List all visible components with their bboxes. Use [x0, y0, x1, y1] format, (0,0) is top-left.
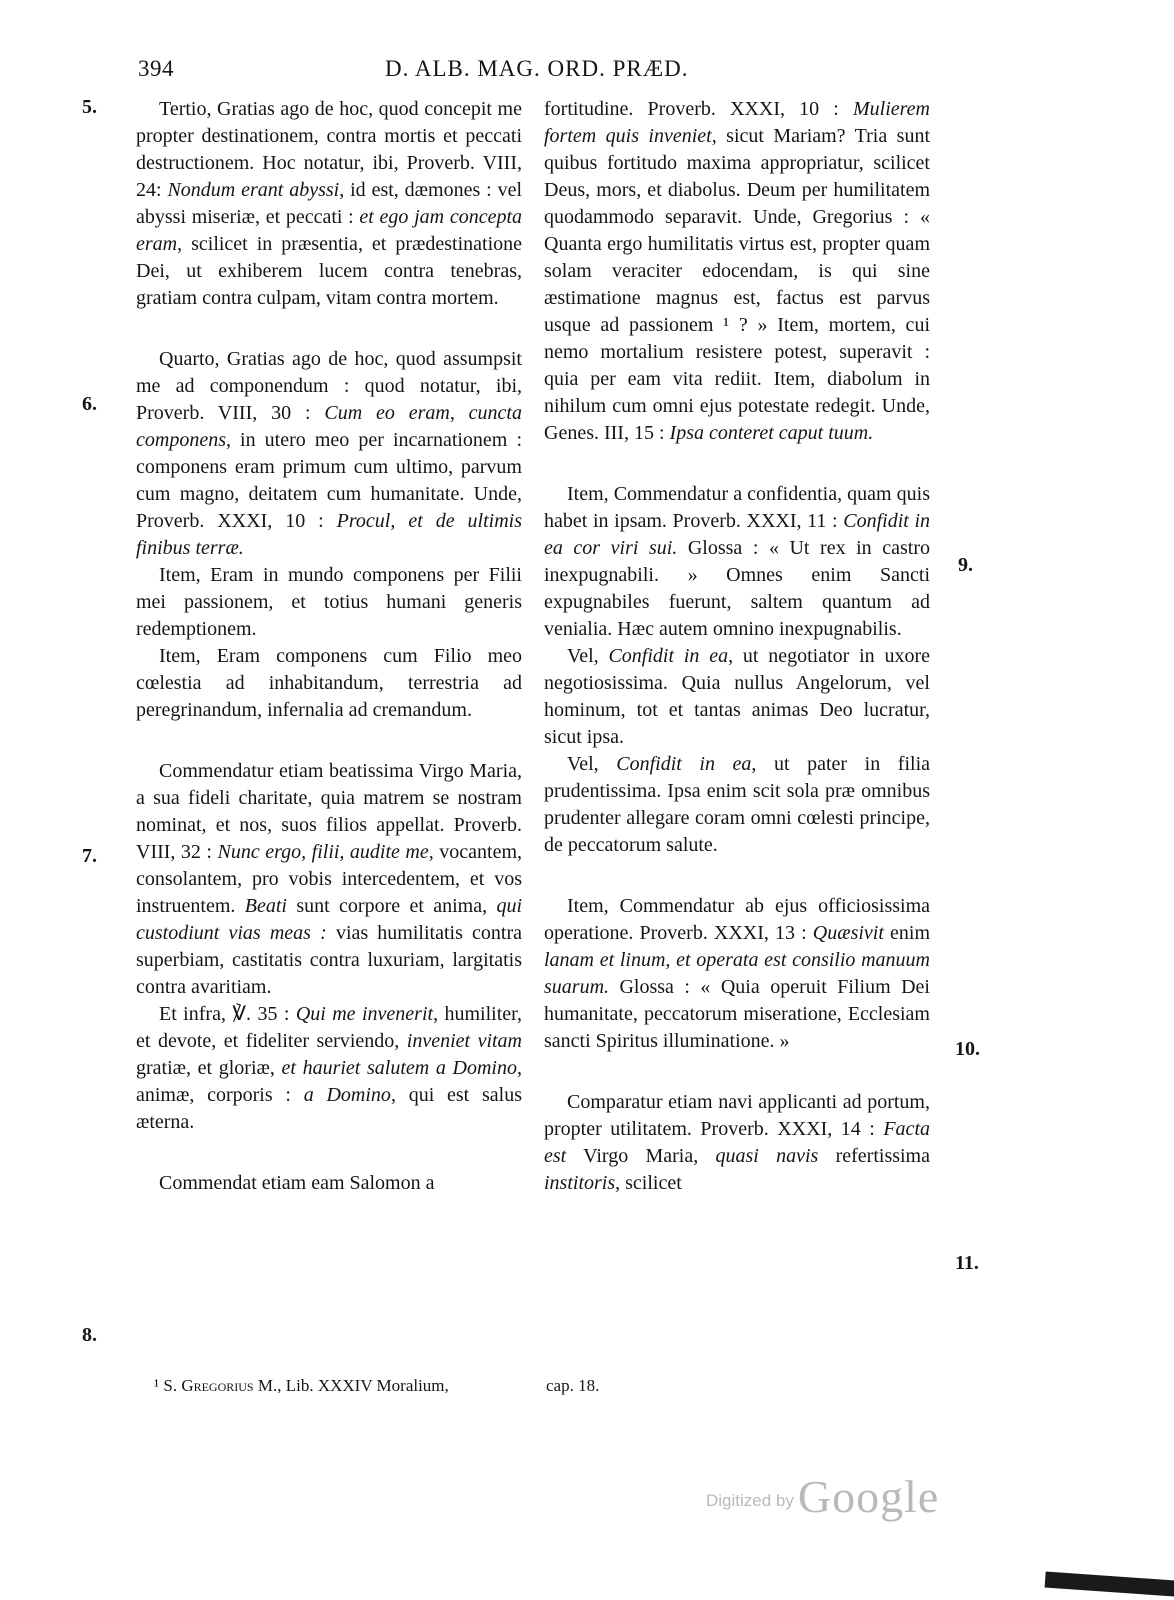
- quote-run: et hauriet salutem a Domino: [281, 1057, 517, 1079]
- text-run: Vel,: [567, 753, 617, 775]
- footnote-continued: cap. 18.: [546, 1376, 600, 1395]
- text-run: Comparatur etiam navi applicanti ad portum, propter utilitatem. Proverb. XXXI, 14 :: [544, 1091, 930, 1140]
- margin-number-7: 7.: [82, 845, 97, 867]
- page-header: [0, 50, 1174, 90]
- text-run: Glossa : « Quia operuit Filium Dei humanitate, peccatorum miseratione, Ecclesiam sancti Spiritus illuminatione. »: [544, 976, 930, 1052]
- margin-number-6: 6.: [82, 393, 97, 415]
- text-run: Virgo Maria,: [566, 1145, 716, 1167]
- footnote-text: , Lib. XXXIV Moralium,: [277, 1376, 449, 1395]
- paragraph-6: [136, 346, 522, 562]
- quote-run: institoris: [544, 1172, 616, 1194]
- quote-run: inveniet vitam: [406, 1030, 523, 1052]
- paragraph-10: [544, 893, 930, 1055]
- footnote: [154, 1376, 449, 1396]
- digitized-watermark: [706, 1470, 939, 1523]
- footnote-marker: ¹: [154, 1376, 160, 1395]
- text-run: Glossa : « Ut rex in castro inexpugnabili. » Omnes enim Sancti expugnabiles fuerunt, saltem quantum ad venialia. Hæc autem omnino inexpugnabilis.: [544, 537, 930, 640]
- text-run: Item, Commendatur ab ejus officiosissima operatione. Proverb. XXXI, 13 :: [544, 895, 930, 944]
- text-run: , ut pater in filia prudentissima. Ipsa enim scit sola præ omnibus prudenter allegare coram omni cœlesti principe, de peccatorum salute.: [544, 753, 931, 856]
- text-run: fortitudine. Proverb. XXXI, 10 :: [544, 98, 853, 120]
- margin-number-9: 9.: [958, 554, 973, 576]
- text-run: vias humilitatis contra superbiam, castitatis contra luxuriam, largitatis contra avaritiam.: [136, 922, 522, 998]
- quote-run: Confidit in ea: [608, 645, 729, 667]
- quote-run: lanam et linum, et operata est consilio manuum suarum.: [544, 949, 930, 998]
- paragraph-7-item: [136, 1001, 522, 1136]
- quote-run: Qui me invenerit: [295, 1003, 434, 1025]
- text-run: , animæ, corporis :: [136, 1057, 522, 1106]
- right-column: [544, 96, 930, 1197]
- paragraph-6-item-2: Item, Eram componens cum Filio meo cœlestia ad inhabitandum, terrestria ad peregrinandum, infernalia ad cremandum.: [136, 645, 522, 721]
- text-run: Tertio, Gratias ago de hoc, quod concepit me propter destinationem, contra mortis et peccati destructionem. Hoc notatur, ibi, Proverb. VIII, 24:: [136, 98, 522, 201]
- margin-number-11: 11.: [955, 1252, 979, 1274]
- paragraph-7: [136, 758, 522, 1001]
- paragraph-9-item-2: [544, 751, 930, 859]
- paragraph-8-continued: [544, 96, 930, 447]
- quote-run: a Domino: [303, 1084, 391, 1106]
- text-run: , vocantem, consolantem, pro vobis intercedentem, et vos instruentem.: [136, 841, 522, 917]
- paragraph-9: [544, 481, 930, 643]
- text-run: , id est, dæmones : vel abyssi miseriæ, et peccati :: [136, 179, 522, 228]
- quote-run: Ipsa conteret caput tuum.: [669, 422, 874, 444]
- quote-run: Facta est: [544, 1118, 930, 1167]
- text-run: Et infra, ℣. 35 :: [159, 1003, 296, 1025]
- quote-run: et ego jam concepta eram: [136, 206, 522, 255]
- quote-run: Confidit in ea cor viri sui.: [544, 510, 931, 559]
- page-number: 394: [138, 56, 174, 81]
- quote-run: Nunc ergo, filii, audite me: [217, 841, 429, 863]
- watermark-prefix: Digitized by: [706, 1491, 794, 1510]
- margin-number-8: 8.: [82, 1324, 97, 1346]
- text-run: Quarto, Gratias ago de hoc, quod assumpsit me ad componendum : quod notatur, ibi, Proverb. VIII, 30 :: [136, 348, 522, 424]
- text-run: , scilicet in præsentia, et prædestinatione Dei, ut exhiberem lucem contra tenebras, gratiam contra culpam, vitam contra mortem.: [136, 233, 522, 309]
- scan-edge-mark: [1045, 1571, 1174, 1596]
- quote-run: Beati: [244, 895, 287, 917]
- text-run: , in utero meo per incarnationem : componens eram primum cum ultimo, parvum cum magno, deitatem cum humanitate. Unde, Proverb. XXXI, 10 :: [136, 429, 522, 532]
- quote-run: Cum eo eram, cuncta componens: [136, 402, 522, 451]
- quote-run: qui custodiunt vias meas :: [136, 895, 522, 944]
- running-head: D. ALB. MAG. ORD. PRÆD.: [385, 56, 689, 81]
- text-run: , sicut Mariam? Tria sunt quibus fortitudo maxima appropriatur, scilicet Deus, mors, et diabolus. Deum per humilitatem quodammodo separavit. Unde, Gregorius : « Quanta ergo humilitatis virtus est, propter quam solam veraciter edocendam, is qui sine æstimatione magnus est, factus est parvus usque ad passionem ¹ ? » Item, mortem, cui nemo mortalium resistere potest, superavit : quia per eam vita rediit. Item, diabolum in nihilum cum omni ejus potestate redegit. Unde, Genes. III, 15 :: [544, 125, 931, 444]
- quote-run: quasi navis: [715, 1145, 819, 1167]
- text-run: Vel,: [567, 645, 609, 667]
- paragraph-6-item-1: Item, Eram in mundo componens per Filii mei passionem, et totius humani generis redemptionem.: [136, 564, 522, 640]
- text-run: Item, Commendatur a confidentia, quam quis habet in ipsam. Proverb. XXXI, 11 :: [544, 483, 930, 532]
- margin-number-5: 5.: [82, 96, 97, 118]
- text-run: , scilicet: [615, 1172, 682, 1194]
- paragraph-9-item-1: [544, 643, 930, 751]
- text-run: Commendatur etiam beatissima Virgo Maria, a sua fideli charitate, quia matrem se nostram nominat, et nos, suos filios appellat. Proverb. VIII, 32 :: [136, 760, 522, 863]
- left-column: [136, 96, 522, 1197]
- quote-run: Confidit in ea: [616, 753, 752, 775]
- paragraph-5: [136, 96, 522, 312]
- text-run: enim: [883, 922, 930, 944]
- quote-run: Nondum erant abyssi: [167, 179, 340, 201]
- margin-number-10: 10.: [955, 1038, 980, 1060]
- text-run: refertissima: [818, 1145, 930, 1167]
- footnote-author: S. Gregorius M.: [163, 1376, 278, 1395]
- quote-run: Procul, et de ultimis finibus terræ.: [136, 510, 522, 559]
- quote-run: Mulierem fortem quis inveniet: [544, 98, 930, 147]
- text-run: gratiæ, et gloriæ,: [136, 1057, 282, 1079]
- paragraph-11: [544, 1089, 930, 1197]
- text-run: sunt corpore et anima,: [287, 895, 497, 917]
- text-run: , qui est salus æterna.: [136, 1084, 522, 1133]
- text-run: , humiliter, et devote, et fideliter serviendo,: [136, 1003, 522, 1052]
- google-logo: Google: [797, 1471, 940, 1522]
- quote-run: Quæsivit: [812, 922, 884, 944]
- text-run: , ut negotiator in uxore negotiosissima. Quia nullus Angelorum, vel hominum, tot et tantas animas Deo lucratur, sicut ipsa.: [544, 645, 931, 748]
- paragraph-8: Commendat etiam eam Salomon a: [159, 1172, 435, 1194]
